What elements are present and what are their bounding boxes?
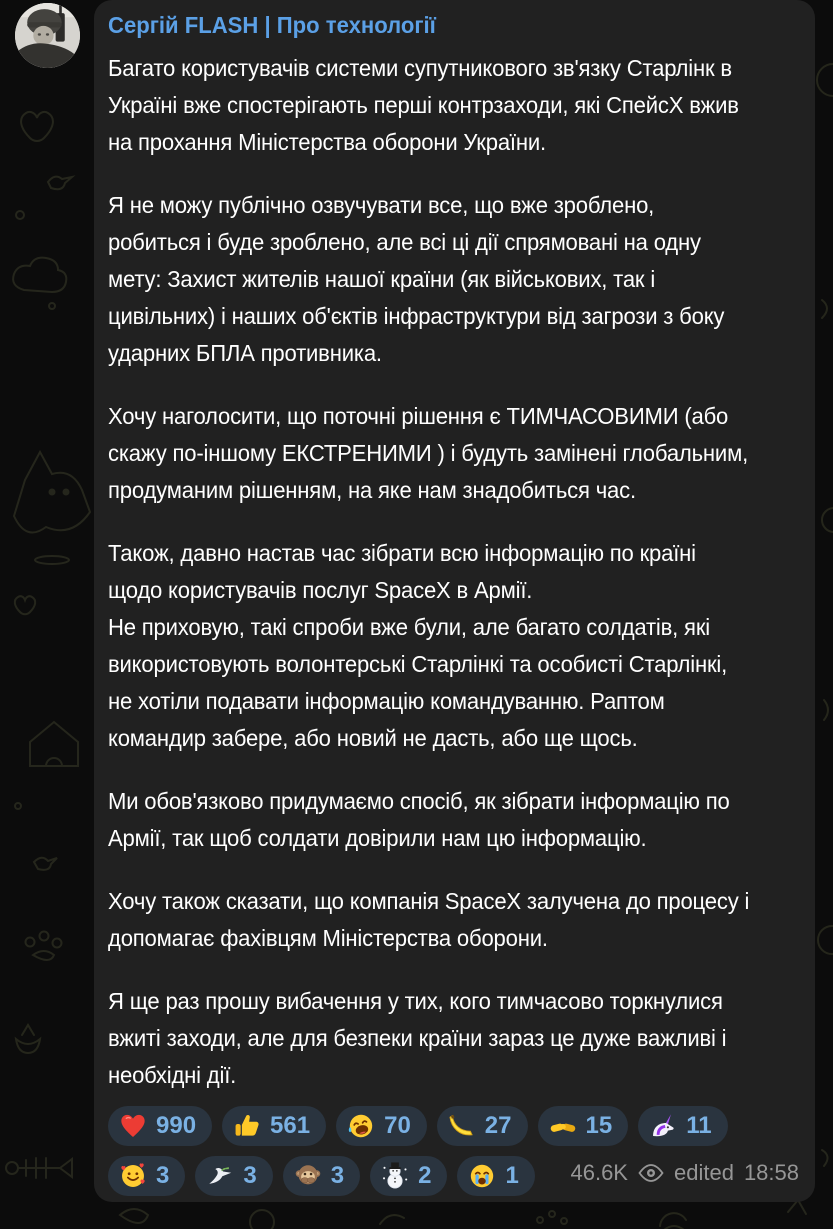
text-line: продуманим рішенням, на яке нам знадобиться час. (108, 477, 636, 503)
reaction-count: 3 (243, 1162, 257, 1189)
snowman-icon (381, 1162, 409, 1190)
rofl-icon (347, 1112, 375, 1140)
text-line: допомагає фахівцям Міністерства оборони. (108, 925, 548, 951)
message-paragraph (108, 883, 797, 957)
text-line: необхідні дії. (108, 1062, 237, 1088)
reaction-count: 11 (686, 1112, 712, 1139)
reaction-pill-loudly-crying-face[interactable] (457, 1156, 534, 1196)
message-bubble[interactable] (94, 0, 815, 1202)
reaction-pill-handshake[interactable] (538, 1106, 629, 1146)
message-time: 18:58 (743, 1160, 799, 1185)
text-line: Хочу також сказати, що компанія SpaceX залучена до процесу і (108, 888, 750, 914)
text-line: не хотіли подавати інформацію командуванню. Раптом (108, 688, 665, 714)
reaction-pill-snowman[interactable] (370, 1156, 447, 1196)
thumbs-up-icon (233, 1112, 261, 1140)
text-line: робиться і буде зроблено, але всі ці дії спрямовані на одну (108, 229, 701, 255)
handshake-icon (549, 1112, 577, 1140)
reaction-count: 990 (156, 1112, 197, 1139)
loudly-crying-face-icon (468, 1162, 496, 1190)
text-line: Україні вже спостерігають перші контрзаходи, які СпейсХ вжив (108, 92, 739, 118)
banana-icon (448, 1112, 476, 1140)
text-line: цивільних) і наших об'єктів інфраструктури від загрози з боку (108, 303, 725, 329)
text-line: Ми обов'язково придумаємо спосіб, як зібрати інформацію по (108, 788, 730, 814)
reaction-pill-smiling-face-with-hearts[interactable] (108, 1156, 185, 1196)
reaction-count: 3 (156, 1162, 170, 1189)
text-line: ударних БПЛА противника. (108, 340, 382, 366)
text-line: Хочу наголосити, що поточні рішення є ТИМЧАСОВИМИ (або (108, 403, 729, 429)
reaction-count: 3 (330, 1162, 345, 1189)
reaction-pill-rofl[interactable] (336, 1106, 427, 1146)
text-line: мету: Захист жителів нашої країни (як військових, так і (108, 266, 656, 292)
message-text (108, 50, 797, 1094)
text-line: використовують волонтерські Старлінкі та особисті Старлінкі, (108, 651, 728, 677)
reaction-pill-red-heart[interactable] (108, 1106, 212, 1146)
text-line: Армії, так щоб солдати довірили нам цю інформацію. (108, 825, 647, 851)
message-paragraph (108, 398, 797, 509)
reaction-count: 1 (505, 1162, 519, 1189)
edited-label: edited (673, 1160, 734, 1185)
text-line: командир забере, або новий не дасть, або ще щось. (108, 725, 638, 751)
reaction-count: 2 (418, 1162, 432, 1189)
text-line: щодо користувачів послуг SpaceX в Армії. (108, 577, 533, 603)
smiling-face-with-hearts-icon (119, 1162, 147, 1190)
message-paragraph (108, 983, 797, 1094)
speak-no-evil-monkey-icon (294, 1162, 322, 1190)
dove-icon (206, 1162, 234, 1190)
reactions-row (108, 1106, 797, 1146)
message-meta (570, 1160, 799, 1186)
message-paragraph (108, 535, 797, 757)
text-line: скажу по-іншому ЕКСТРЕНИМИ ) і будуть замінені глобальним, (108, 440, 749, 466)
message-paragraph (108, 187, 797, 372)
unicorn-icon (649, 1112, 677, 1140)
reaction-pill-banana[interactable] (437, 1106, 528, 1146)
message-paragraph (108, 783, 797, 857)
soldier-avatar-image (15, 3, 80, 68)
reaction-pill-dove[interactable] (195, 1156, 272, 1196)
text-line: Я не можу публічно озвучувати все, що вже зроблено, (108, 192, 655, 218)
reaction-count: 27 (484, 1112, 512, 1139)
channel-avatar[interactable] (15, 3, 80, 68)
text-line: Не приховую, такі спроби вже були, але багато солдатів, які (108, 614, 711, 640)
reaction-pill-thumbs-up[interactable] (222, 1106, 326, 1146)
reaction-pill-unicorn[interactable] (638, 1106, 727, 1146)
text-line: вжиті заходи, але для безпеки країни зараз це дуже важливі і (108, 1025, 727, 1051)
reaction-count: 561 (270, 1112, 311, 1139)
text-line: на прохання Міністерства оборони України. (108, 129, 546, 155)
red-heart-icon (119, 1112, 147, 1140)
view-count: 46.6K (570, 1160, 628, 1185)
text-line: Я ще раз прошу вибачення у тих, кого тимчасово торкнулися (108, 988, 723, 1014)
reaction-count: 15 (585, 1112, 613, 1139)
message-paragraph (108, 50, 797, 161)
reaction-pill-speak-no-evil-monkey[interactable] (283, 1156, 360, 1196)
views-eye-icon (638, 1164, 664, 1182)
reaction-count: 70 (384, 1112, 411, 1139)
text-line: Багато користувачів системи супутникового зв'язку Старлінк в (108, 55, 732, 81)
channel-name[interactable]: Сергій FLASH | Про технології (108, 12, 436, 38)
text-line: Також, давно настав час зібрати всю інформацію по країні (108, 540, 696, 566)
